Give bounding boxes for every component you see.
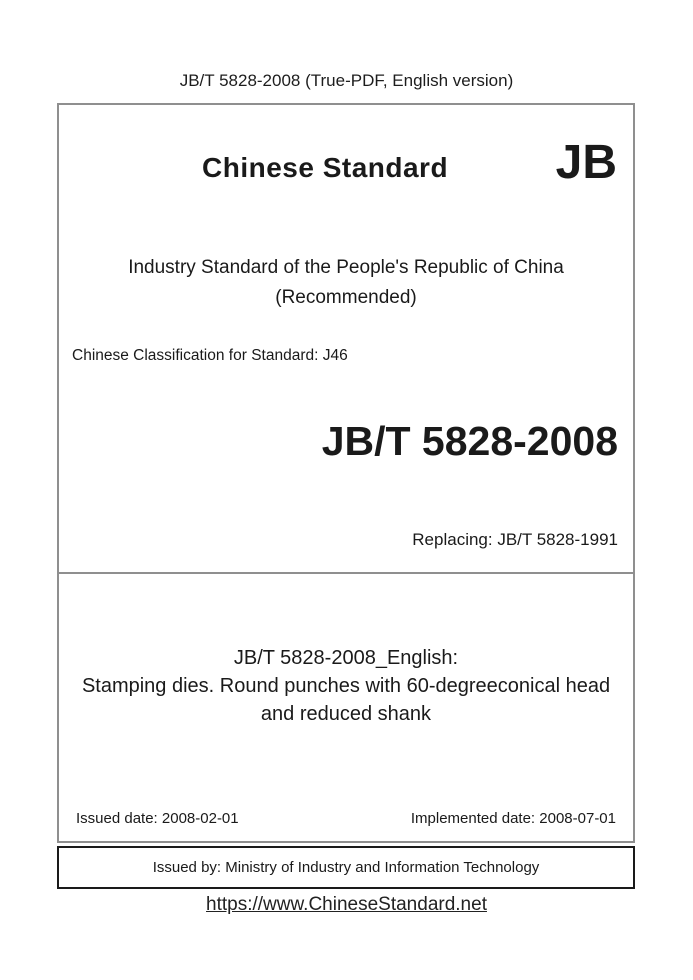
issuer-line: Issued by: Ministry of Industry and Information Technology: [152, 859, 540, 876]
standard-type-block: [59, 253, 633, 313]
document-title-line-3: and reduced shank: [260, 703, 432, 725]
issued-date: Issued date: 2008-02-01: [76, 810, 239, 827]
document-title-line-2: Stamping dies. Round punches with 60-degreeconical head: [81, 675, 611, 697]
footer-url-wrapper: [0, 894, 693, 916]
document-title-line-1: JB/T 5828-2008_English:: [233, 647, 459, 669]
issuer-box: [57, 846, 635, 889]
dates-row: [59, 810, 633, 827]
section-divider: [59, 572, 633, 574]
footer-url-link[interactable]: https://www.ChineseStandard.net: [206, 894, 487, 915]
brand-code: JB: [555, 136, 617, 189]
implemented-date: Implemented date: 2008-07-01: [410, 810, 616, 827]
replacing-line: Replacing: JB/T 5828-1991: [412, 530, 618, 549]
standard-number: JB/T 5828-2008: [321, 418, 618, 464]
standard-type-line-2: (Recommended): [275, 287, 417, 308]
cover-main-box: [57, 103, 635, 843]
brand-title: Chinese Standard: [202, 152, 449, 183]
classification-line: Chinese Classification for Standard: J46: [72, 347, 348, 364]
document-title-block: [59, 644, 633, 728]
page-header-line: JB/T 5828-2008 (True-PDF, English version): [179, 71, 514, 90]
standard-type-line-1: Industry Standard of the People's Republic of China: [128, 257, 564, 278]
